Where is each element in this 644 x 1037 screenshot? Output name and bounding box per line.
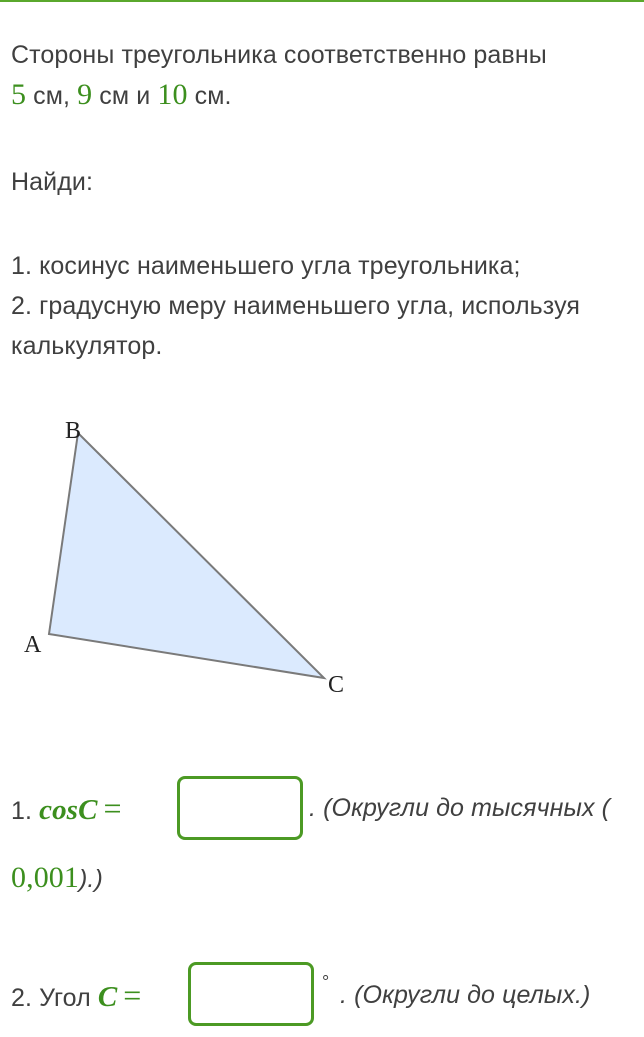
side-a-value: 5 [11,78,27,111]
task-list [11,246,580,366]
task-2-line-2: калькулятор. [11,332,163,360]
equals-sign-2: = [123,977,142,1013]
unit-3: см. [187,82,232,110]
answer-1-hint-close: ).) [79,865,103,893]
side-c-value: 10 [157,78,188,111]
precision-value: 0,001 [11,861,79,894]
top-divider [0,0,644,2]
cos-c-expression: cosC [39,794,98,826]
problem-line-2 [11,75,547,116]
answer-1-hint-line-2 [11,858,103,899]
degree-symbol: ° [322,972,330,992]
triangle-figure [0,400,400,710]
unit-1: см, [26,82,78,110]
task-1: 1. косинус наименьшего угла треугольника; [11,252,521,280]
problem-statement [11,35,547,116]
side-b-value: 9 [77,78,93,111]
find-heading: Найди: [11,168,94,196]
unit-2: см и [92,82,158,110]
answer-2-hint: . (Округли до целых.) [340,981,591,1009]
equals-sign-1: = [103,790,122,826]
answer-1-hint: . (Округли до тысячных ( [309,794,611,822]
task-2-line-1: 2. градусную меру наименьшего угла, используя [11,292,581,320]
vertex-label-c: C [328,672,345,698]
vertex-label-a: A [24,632,42,658]
answer-2-prefix: 2. Угол [11,984,98,1012]
cos-c-input[interactable] [177,776,303,840]
answer-1-prefix: 1. [11,797,40,825]
problem-line-1: Стороны треугольника соответственно равны [11,41,547,69]
answer-2-row [11,975,147,1018]
angle-c-input[interactable] [188,962,314,1026]
vertex-label-b: B [65,418,82,444]
triangle-shape [49,433,324,678]
angle-c-variable: C [97,981,118,1013]
answer-1-row [11,788,128,831]
